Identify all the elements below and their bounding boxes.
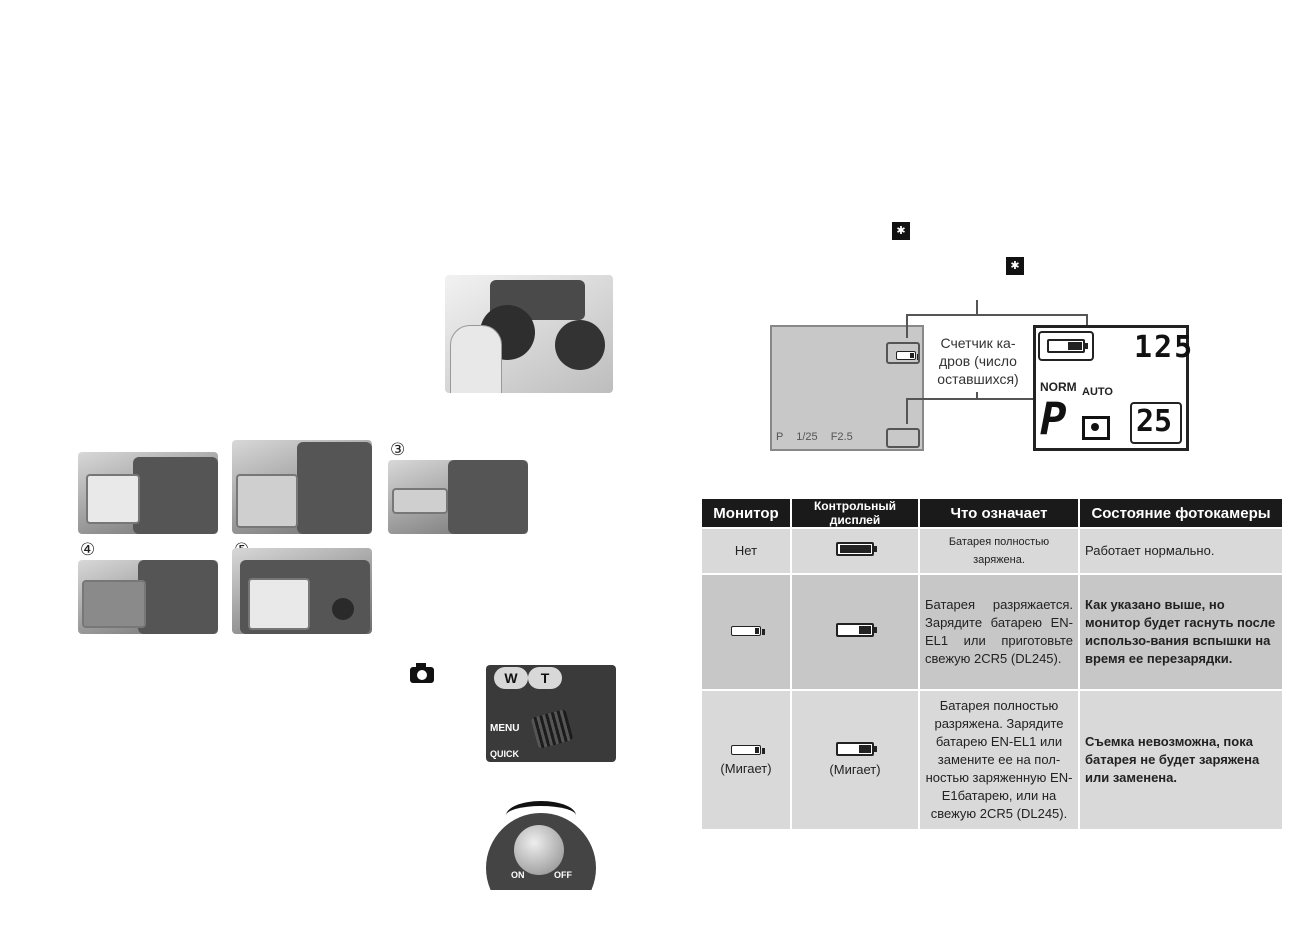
battery-half-icon xyxy=(836,742,874,756)
monitor-cell xyxy=(701,690,791,830)
tip-icon: ✱ xyxy=(1006,257,1024,275)
meaning-cell: Батарея полностью разряжена. Зарядите батарею EN-EL1 или замените ее на пол-ностью заряженную EN-E1батарею, или на свежую 2CR5 (DL245). xyxy=(919,690,1079,830)
header-camera-status: Состояние фотокамеры xyxy=(1079,498,1283,528)
header-monitor: Монитор xyxy=(701,498,791,528)
step4-label: ④ xyxy=(80,540,96,560)
display-cell xyxy=(791,528,919,574)
zoom-w-label: W xyxy=(494,667,528,689)
battery-low-icon xyxy=(731,626,761,636)
meaning-cell: Батарея полностью заряжена. xyxy=(919,528,1079,574)
monitor-frame-count-box xyxy=(886,428,920,448)
battery-indicator xyxy=(1038,331,1094,361)
off-label: OFF xyxy=(554,870,572,880)
norm-label: NORM xyxy=(1040,380,1077,394)
display-cell xyxy=(791,574,919,690)
menu-label: MENU xyxy=(490,723,520,734)
exposure-mode-display: P xyxy=(1040,394,1067,445)
metering-icon xyxy=(1082,416,1110,440)
step3-label: ③ xyxy=(390,440,406,460)
on-label: ON xyxy=(511,870,525,880)
frame-counter-callout: Счетчик ка- дров (число оставшихся) xyxy=(937,335,1019,387)
monitor-step2-photo xyxy=(232,440,372,534)
status-cell: Съемка невозможна, пока батарея не будет заряжена или заменена. xyxy=(1079,690,1283,830)
display-cell xyxy=(791,690,919,830)
auto-label: AUTO xyxy=(1082,386,1113,398)
tip-icon: ✱ xyxy=(892,222,910,240)
zoom-t-label: T xyxy=(528,667,562,689)
battery-status-table xyxy=(700,497,1284,831)
table-row xyxy=(701,690,1283,830)
mode-dial-photo xyxy=(486,665,616,762)
meaning-cell: Батарея разряжается. Зарядите батарею EN-EL1 или приготовьте свежую 2CR5 (DL245). xyxy=(919,574,1079,690)
monitor-cell: Нет xyxy=(701,528,791,574)
monitor-blink-note: (Мигает) xyxy=(720,761,772,776)
status-cell: Как указано выше, но монитор будет гаснуть после использо-вания вспышки на время ее перезарядки. xyxy=(1079,574,1283,690)
table-row xyxy=(701,574,1283,690)
power-switch-photo xyxy=(486,795,596,890)
monitor-shutter: 1/25 xyxy=(796,431,818,443)
monitor-step5-photo xyxy=(232,548,372,634)
display-blink-note: (Мигает) xyxy=(829,761,881,777)
camera-mode-icon xyxy=(410,667,434,683)
monitor-mode: P xyxy=(776,431,784,443)
shutter-speed-display: 125 xyxy=(1134,330,1195,365)
lens-cap-photo xyxy=(445,275,613,393)
monitor-aperture: F2.5 xyxy=(830,431,853,443)
monitor-step1-photo xyxy=(78,452,218,534)
header-meaning: Что означает xyxy=(919,498,1079,528)
monitor-step4-photo xyxy=(78,560,218,634)
battery-half-icon xyxy=(836,623,874,637)
quick-label: QUICK xyxy=(490,749,519,759)
frame-counter-display: 25 xyxy=(1136,404,1173,439)
status-cell: Работает нормально. xyxy=(1079,528,1283,574)
battery-low-icon xyxy=(731,745,761,755)
control-panel xyxy=(1033,325,1195,451)
header-control-display: Контрольный дисплей xyxy=(791,498,919,528)
monitor-screen xyxy=(770,325,924,451)
monitor-step3-photo xyxy=(388,460,528,534)
battery-full-icon xyxy=(836,542,874,556)
table-row xyxy=(701,528,1283,574)
monitor-cell xyxy=(701,574,791,690)
